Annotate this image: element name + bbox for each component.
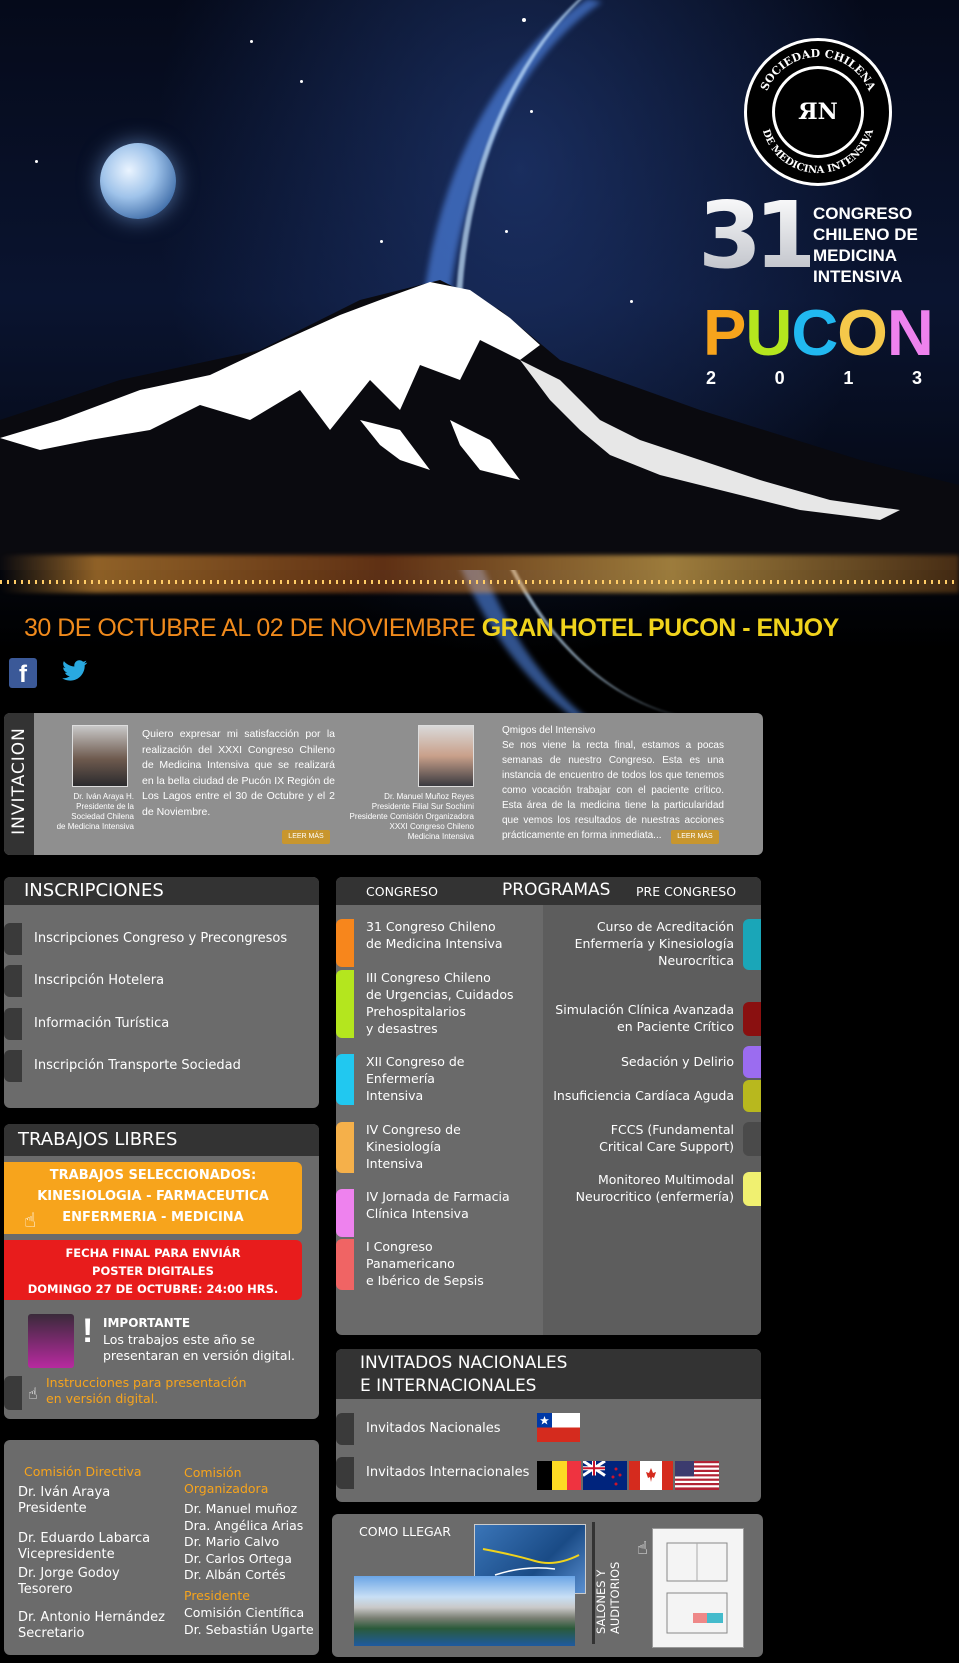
guests-title-line: INVITADOS NACIONALES	[360, 1353, 568, 1373]
program-line: Critical Care Support)	[599, 1139, 734, 1154]
hotel-link-label: Inscripción Hotelera	[34, 973, 165, 988]
program-line: y desastres	[366, 1021, 438, 1036]
member-role: Comisión Científica	[184, 1605, 305, 1620]
year-digit: 1	[843, 368, 854, 388]
program-color-tab	[336, 919, 354, 967]
program-line: IV Congreso de	[366, 1122, 461, 1137]
banner-line: TRABAJOS SELECCIONADOS:	[49, 1168, 257, 1183]
organizer-caption: Dr. Manuel Muñoz Reyes Presidente Filial Sur Sochimi Presidente Comisión Organizadora XXXI Congreso Chileno Medicina Intensiva	[349, 792, 474, 841]
facebook-icon[interactable]: f	[9, 658, 37, 688]
star	[522, 18, 526, 22]
new-zealand-flag-icon[interactable]	[583, 1461, 627, 1490]
member-role: Vicepresidente	[18, 1547, 115, 1562]
program-color-tab	[336, 1239, 354, 1290]
member-role: Secretario	[18, 1626, 85, 1641]
hotel-photo[interactable]	[354, 1576, 575, 1646]
national-guests-link[interactable]: Invitados Nacionales	[366, 1421, 501, 1436]
invitation-side-label	[4, 713, 34, 855]
year-digit: 2	[706, 368, 717, 388]
program-line: Panamericano	[366, 1256, 455, 1271]
city-wordmark	[703, 296, 933, 369]
canada-flag-icon[interactable]	[629, 1461, 673, 1490]
program-line: Enfermería y Kinesiología	[574, 936, 734, 951]
transport-registration-link[interactable]	[4, 1050, 316, 1082]
svg-text:SOCIEDAD CHILENA: SOCIEDAD CHILENA	[757, 46, 879, 93]
item-tab	[4, 1376, 22, 1410]
congress-title-line: CONGRESO	[813, 204, 913, 223]
selected-papers-banner[interactable]	[4, 1162, 302, 1234]
president-photo	[72, 725, 128, 787]
floor-plan-lines	[653, 1529, 743, 1647]
member-name: Dr. Mario Calvo	[184, 1534, 280, 1549]
program-line: I Congreso	[366, 1239, 433, 1254]
society-monogram: ЯN	[772, 66, 864, 158]
item-tab	[4, 1008, 22, 1040]
program-color-tab	[743, 1080, 761, 1112]
instructions-line: Instrucciones para presentación	[46, 1375, 247, 1390]
deadline-banner	[4, 1240, 302, 1300]
international-guests-link[interactable]: Invitados Internacionales	[366, 1465, 530, 1480]
program-line: Insuficiencia Cardíaca Aguda	[553, 1088, 734, 1103]
tourism-link-label: Información Turística	[34, 1016, 170, 1031]
program-color-tab	[336, 970, 354, 1038]
registration-title: INSCRIPCIONES	[24, 880, 164, 901]
city-letter: C	[791, 296, 838, 369]
tourism-info-link[interactable]	[4, 1008, 316, 1040]
program-line: Clínica Intensiva	[366, 1206, 469, 1221]
item-tab	[4, 965, 22, 997]
rooms-label-line: AUDITORIOS	[608, 1561, 622, 1634]
scientific-committee	[184, 1605, 314, 1638]
program-line: Intensiva	[366, 1088, 424, 1103]
program-color-tab	[743, 919, 761, 970]
scientific-president-title: Presidente	[184, 1588, 250, 1603]
registration-panel	[4, 877, 319, 1108]
transport-link-label: Inscripción Transporte Sociedad	[34, 1058, 241, 1073]
member-role: Tesorero	[18, 1582, 73, 1597]
precongress-column-header: PRE CONGRESO	[636, 884, 737, 899]
hand-pointer-icon: ☝	[24, 1208, 37, 1232]
program-line: FCCS (Fundamental	[610, 1122, 734, 1137]
important-line: presentaran en versión digital.	[103, 1348, 296, 1363]
directive-member	[18, 1531, 150, 1563]
directive-member	[18, 1566, 120, 1598]
congress-title-line: CHILENO DE	[813, 225, 918, 244]
city-letter: O	[837, 296, 887, 369]
instructions-link[interactable]	[46, 1375, 247, 1407]
directions-title: COMO LLEGAR	[359, 1524, 451, 1539]
program-line: Neurocrítica	[658, 953, 734, 968]
important-text	[103, 1332, 295, 1364]
directions-panel	[332, 1514, 763, 1657]
society-logo	[744, 38, 892, 186]
svg-text:DE MEDICINA INTENSIVA: DE MEDICINA INTENSIVA	[759, 127, 877, 177]
program-line: de Urgencias, Cuidados	[366, 987, 514, 1002]
invitation-label: INVITACION	[9, 727, 29, 835]
year-digit: 0	[774, 368, 785, 388]
congress-title-line: INTENSIVA	[813, 267, 903, 286]
congress-year	[706, 368, 922, 389]
item-tab	[336, 1457, 354, 1489]
digital-poster-image	[28, 1314, 74, 1368]
rooms-label	[594, 1562, 622, 1634]
directive-title: Comisión Directiva	[24, 1464, 142, 1479]
background-decorative-text	[780, 650, 959, 1410]
city-lights	[0, 555, 959, 593]
program-line: XII Congreso de	[366, 1054, 465, 1069]
city-lights-line	[0, 580, 959, 584]
member-role: Presidente	[18, 1501, 87, 1516]
member-name: Dr. Iván Araya	[18, 1485, 111, 1500]
program-line: Enfermería	[366, 1071, 435, 1086]
deadline-line: POSTER DIGITALES	[92, 1264, 214, 1278]
invitation-panel	[4, 713, 763, 855]
banner-line: KINESIOLOGIA - FARMACEUTICA	[37, 1189, 269, 1204]
guests-panel	[336, 1349, 761, 1502]
program-color-tab	[336, 1122, 354, 1173]
event-dates	[24, 614, 839, 643]
registration-header	[4, 877, 319, 905]
program-line: Neurocritico (enfermería)	[575, 1189, 734, 1204]
directive-member	[18, 1485, 110, 1517]
programs-title: PROGRAMAS	[502, 880, 611, 900]
star	[380, 240, 383, 243]
item-tab	[336, 1413, 354, 1445]
program-line: Sedación y Delirio	[620, 1054, 734, 1069]
precongress-column	[543, 905, 761, 1335]
member-name: Dra. Angélica Arias	[184, 1517, 304, 1533]
programs-header	[336, 877, 761, 905]
program-line: Curso de Acreditación	[596, 919, 734, 934]
important-title: IMPORTANTE	[103, 1316, 191, 1330]
program-line: de Medicina Intensiva	[366, 936, 503, 951]
hotel-registration-link[interactable]	[4, 965, 316, 997]
hand-pointer-icon: ☝	[637, 1538, 648, 1559]
program-line: Monitoreo Multimodal	[598, 1172, 734, 1187]
organizing-title	[184, 1465, 268, 1497]
chile-flag-icon[interactable]	[537, 1413, 580, 1442]
program-color-tab	[743, 1002, 761, 1036]
year-digit: 3	[911, 368, 922, 388]
item-tab	[4, 923, 22, 955]
organizing-title-line: Organizadora	[184, 1481, 269, 1496]
free-papers-title: TRABAJOS LIBRES	[18, 1129, 178, 1150]
city-letter: P	[703, 296, 746, 369]
moon-image	[100, 143, 176, 219]
free-papers-header	[4, 1124, 319, 1156]
star	[250, 40, 253, 43]
organizer-photo	[418, 725, 474, 787]
twitter-icon[interactable]	[62, 660, 88, 686]
city-letter: N	[886, 296, 933, 369]
registration-link[interactable]	[4, 923, 316, 955]
program-line: III Congreso Chileno	[366, 970, 491, 985]
program-color-tab	[743, 1172, 761, 1206]
congress-number: 31	[698, 182, 811, 289]
floor-plan-image[interactable]	[652, 1528, 744, 1648]
rooms-label-line: SALONES Y	[594, 1569, 608, 1634]
program-color-tab	[336, 1189, 354, 1237]
member-name: Dr. Manuel muñoz	[184, 1501, 298, 1516]
important-line: Los trabajos este año se	[103, 1332, 255, 1347]
venue-text: GRAN HOTEL PUCON - ENJOY	[481, 614, 839, 642]
president-message: Quiero expresar mi satisfacción por la realización del XXXI Congreso Chileno de Medicina Intensiva que se realizará en la bella ciudad de Pucón IX Región de Los Lagos entre el 30 de Octubre y el 2 de Noviembre.	[142, 728, 335, 818]
belgium-flag-icon[interactable]	[537, 1461, 581, 1490]
star	[35, 160, 38, 163]
directive-member	[18, 1610, 165, 1642]
program-color-tab	[743, 1046, 761, 1078]
member-name: Dr. Jorge Godoy	[18, 1566, 120, 1581]
member-name: Dr. Albán Cortés	[184, 1567, 286, 1582]
program-line: Intensiva	[366, 1156, 424, 1171]
program-line: Kinesiología	[366, 1139, 442, 1154]
deadline-line: DOMINGO 27 DE OCTUBRE: 24:00 HRS.	[27, 1282, 279, 1296]
star	[300, 80, 303, 83]
program-color-tab	[743, 1122, 761, 1156]
program-line: IV Jornada de Farmacia	[366, 1189, 510, 1204]
deadline-line: FECHA FINAL PARA ENVIÁR	[65, 1246, 241, 1260]
program-line: en Paciente Crítico	[617, 1019, 734, 1034]
guests-header	[336, 1349, 761, 1399]
congress-column-header: CONGRESO	[366, 884, 438, 899]
free-papers-panel	[4, 1124, 319, 1419]
program-color-tab	[336, 1054, 354, 1105]
registration-link-label: Inscripciones Congreso y Precongresos	[34, 931, 288, 946]
dates-text: 30 DE OCTUBRE AL 02 DE NOVIEMBRE	[24, 614, 476, 642]
programs-panel	[336, 877, 761, 1335]
exclamation-icon: !	[82, 1312, 94, 1350]
guests-title-line: E INTERNACIONALES	[360, 1376, 537, 1396]
organizing-members	[184, 1501, 303, 1584]
read-more-button[interactable]: LEER MÁS	[671, 830, 719, 844]
instructions-line: en versión digital.	[46, 1391, 159, 1406]
congress-title-line: MEDICINA	[813, 246, 898, 265]
member-name: Dr. Carlos Ortega	[184, 1550, 292, 1566]
usa-flag-icon[interactable]	[675, 1461, 719, 1490]
member-name: Dr. Antonio Hernández	[18, 1610, 165, 1625]
program-line: Simulación Clínica Avanzada	[555, 1002, 734, 1017]
program-line: e Ibérico de Sepsis	[366, 1273, 484, 1288]
member-name: Dr. Sebastián Ugarte	[184, 1621, 314, 1637]
city-letter: U	[745, 296, 792, 369]
committee-panel	[4, 1440, 319, 1655]
item-tab	[4, 1050, 22, 1082]
guests-title	[360, 1352, 567, 1398]
organizer-message: Se nos viene la recta final, estamos a pocas semanas de nuestro Congreso. Esta es una instancia de encuentro de todos los que tenemos como vocación trabajar con el paciente crítico. Esta área de la medicina tiene la particularidad que vemos los resultados de nuestras acciones prácticamente en forma inmediata...	[502, 740, 724, 841]
member-name: Dr. Eduardo Labarca	[18, 1531, 151, 1546]
program-line: 31 Congreso Chileno	[366, 919, 496, 934]
read-more-button[interactable]: LEER MÁS	[282, 830, 330, 844]
congress-title	[813, 203, 918, 287]
banner-line: ENFERMERIA - MEDICINA	[62, 1210, 244, 1225]
program-line: Prehospitalarios	[366, 1004, 466, 1019]
organizer-greeting: Qmigos del Intensivo	[502, 725, 596, 736]
hand-pointer-icon: ☝	[28, 1384, 38, 1403]
president-caption: Dr. Iván Araya H. Presidente de la Sociedad Chilena de Medicina Intensiva	[56, 792, 134, 831]
organizing-title-line: Comisión	[184, 1465, 242, 1480]
society-seal-ring	[747, 41, 889, 183]
